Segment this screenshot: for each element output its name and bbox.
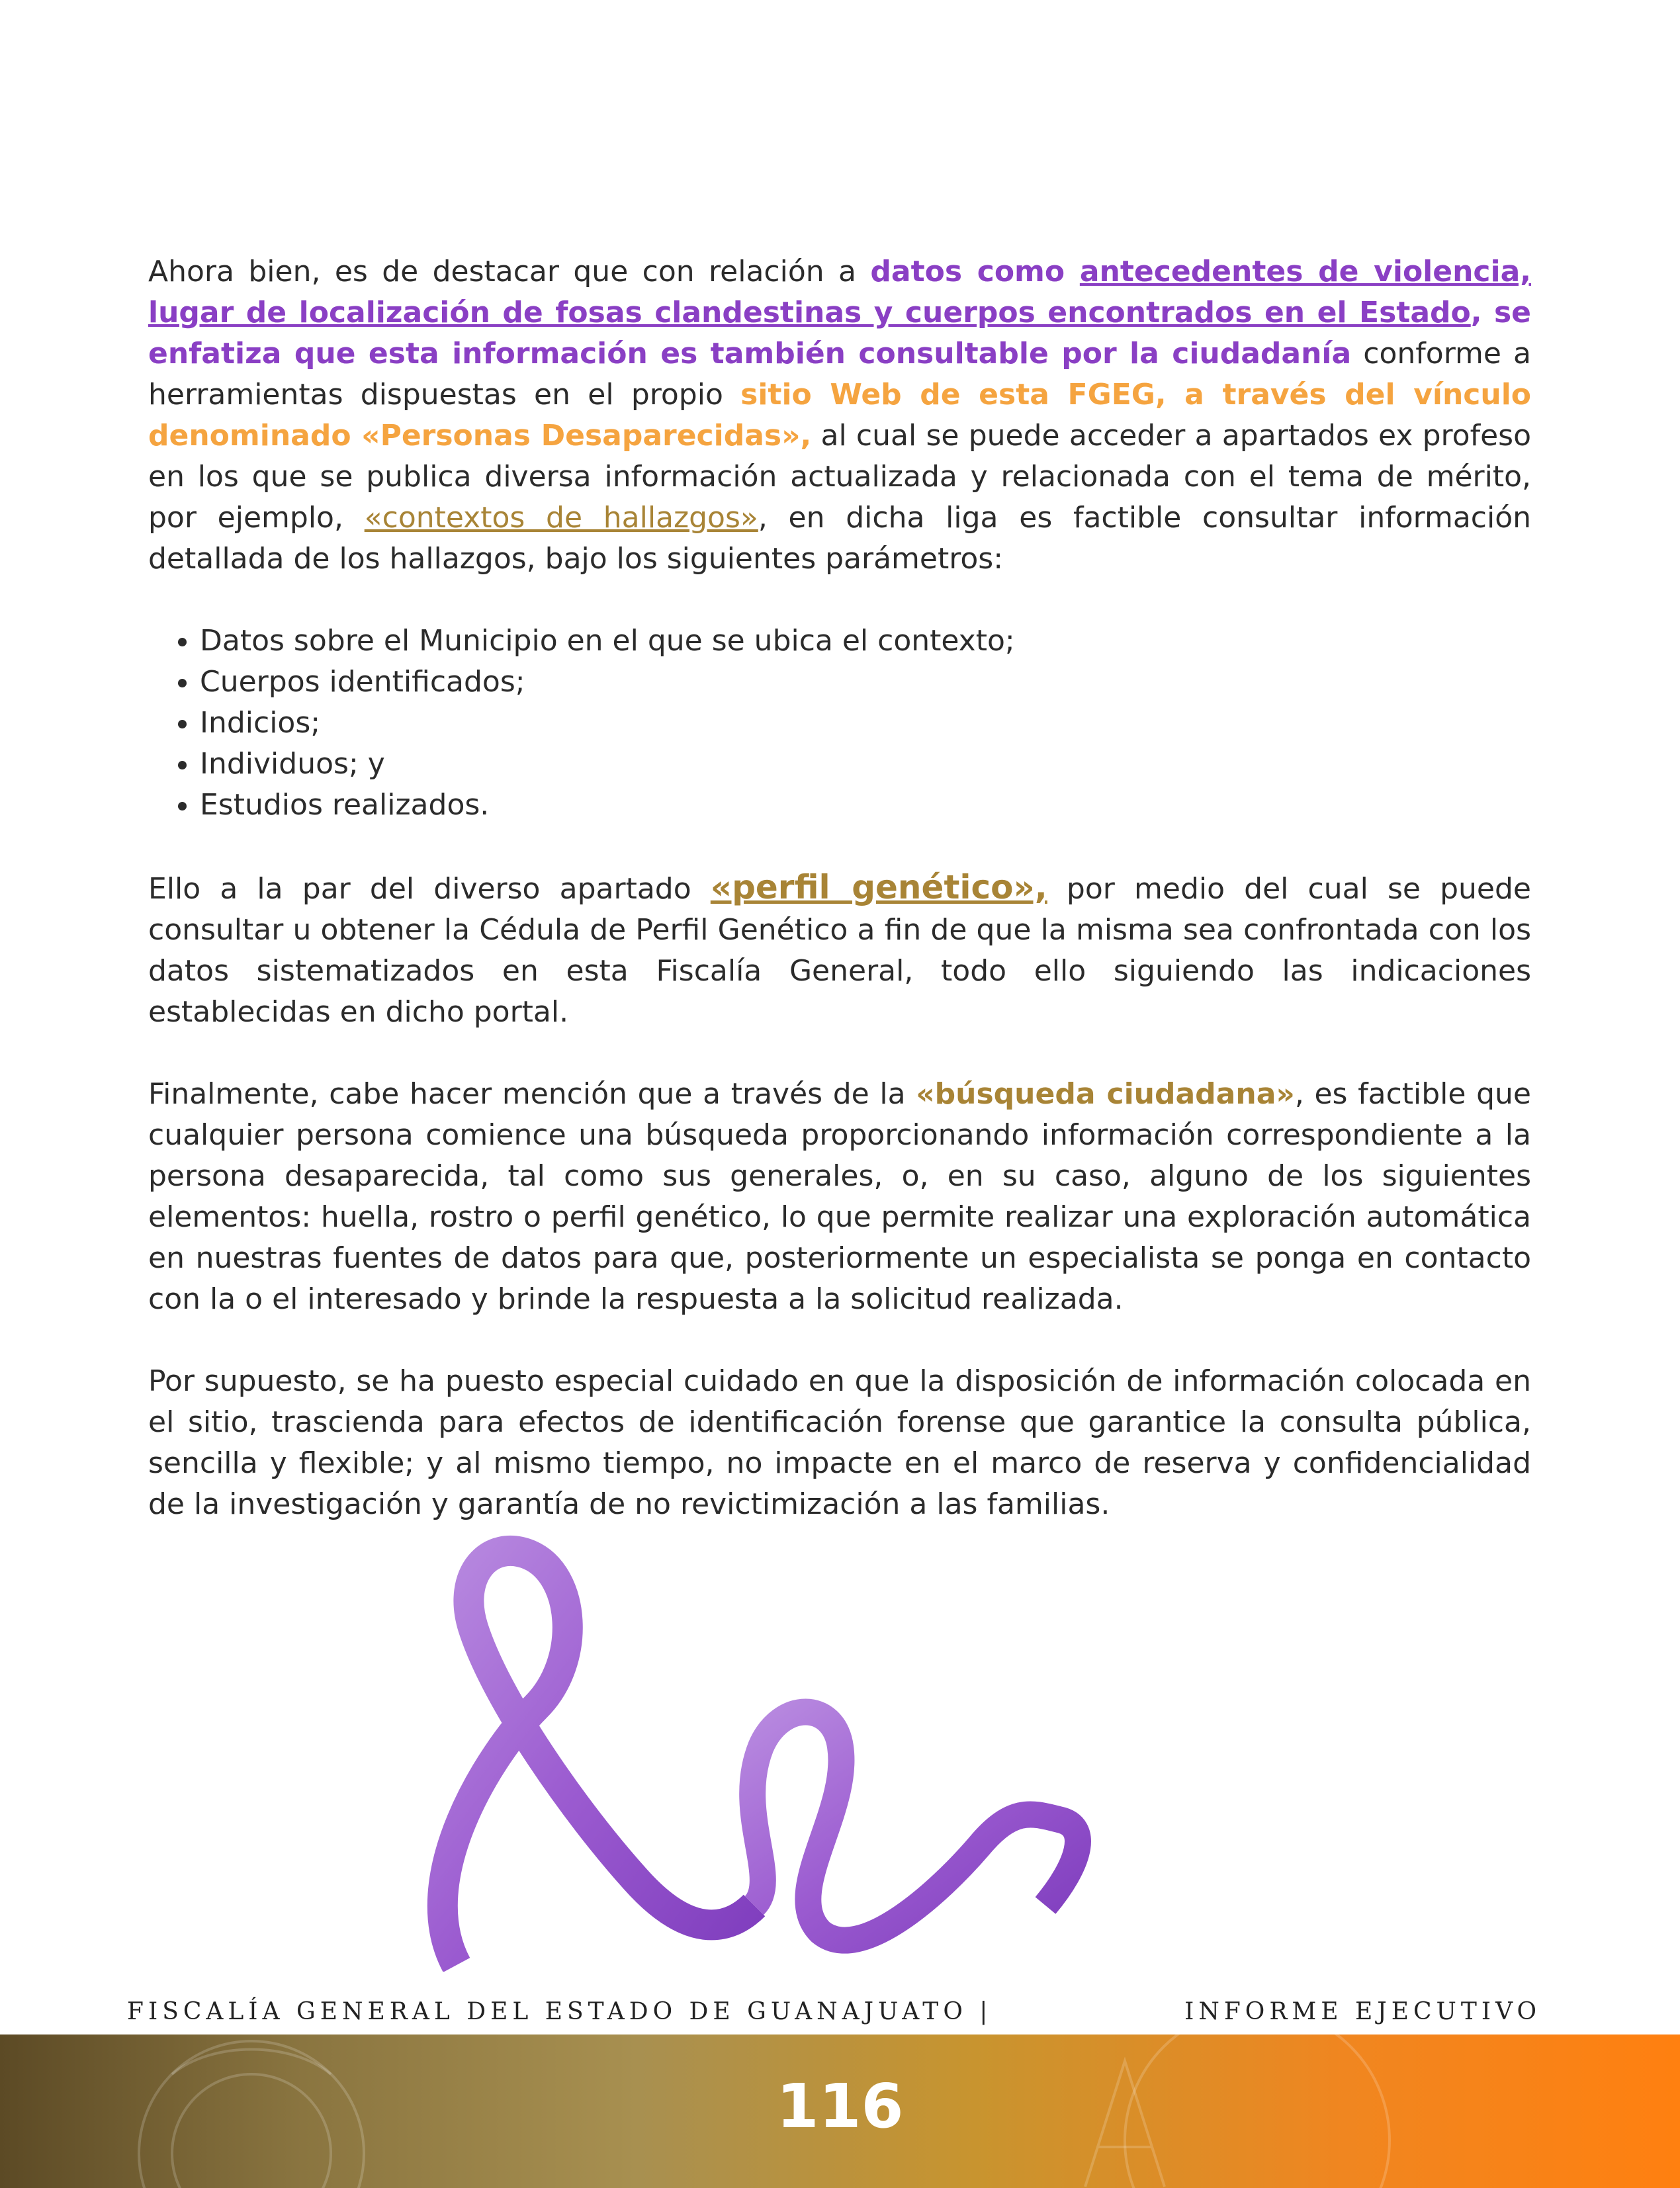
- list-item: • Cuerpos identificados;: [200, 662, 1531, 703]
- contextos-hallazgos-link[interactable]: «contextos de hallazgos»: [364, 501, 758, 535]
- perfil-genetico-link[interactable]: «perfil genético»,: [710, 868, 1047, 906]
- footer-institution: FISCALÍA GENERAL DEL ESTADO DE GUANAJUATO |: [127, 1998, 993, 2025]
- body-text: [148, 251, 1531, 1566]
- list-item: • Indicios;: [200, 703, 1531, 744]
- paragraph-2: [148, 867, 1531, 1033]
- purple-ribbon-icon: [357, 1535, 1204, 1972]
- text: conforme a herramientas dispuestas en el propio: [148, 337, 1532, 412]
- list-item: • Datos sobre el Municipio en el que se ubica el contexto;: [200, 621, 1531, 662]
- highlight-text: datos como: [870, 255, 1080, 288]
- paragraph-3: [148, 1074, 1531, 1320]
- text: Ahora bien, es de destacar que con relación a: [148, 255, 871, 288]
- text: , en dicha liga es factible consultar información detallada de los hallazgos, bajo los siguientes parámetros:: [148, 501, 1532, 576]
- text: por medio del cual se puede consultar u obtener la Cédula de Perfil Genético a fin de que la misma sea confrontada con los datos sistematizados en esta Fiscalía General, todo ello siguiendo las indicaciones establecidas en dicho portal.: [148, 872, 1531, 1029]
- text: al cual se puede acceder a apartados ex profeso en los que se publica diversa información actualizada y relacionada con el tema de mérito, por ejemplo,: [148, 419, 1532, 535]
- page-number: 116: [776, 2071, 904, 2142]
- highlight-underlined-text: antecedentes de violencia, lugar de localización de fosas clandestinas y cuerpos encontrados en el Estado: [148, 255, 1531, 329]
- highlight-text: , se enfatiza que esta información es también consultable por la ciudadanía: [148, 296, 1531, 371]
- list-item: • Estudios realizados.: [200, 785, 1531, 826]
- text: , es factible que cualquier persona comience una búsqueda proporcionando información correspondiente a la persona desaparecida, tal como sus generales, o, en su caso, alguno de los siguientes elementos: huella, rostro o perfil genético, lo que permite realizar una exploración automática en nuestras fuentes de datos para que, posteriormente un especialista se ponga en contacto con la o el interesado y brinde la respuesta a la solicitud realizada.: [148, 1077, 1531, 1316]
- paragraph-1: [148, 251, 1531, 580]
- paragraph-4: Por supuesto, se ha puesto especial cuidado en que la disposición de información colocada en el sitio, trascienda para efectos de identificación forense que garantice la consulta pública, sencilla y flexible; y al mismo tiempo, no impacte en el marco de reserva y confidencialidad de la investigación y garantía de no revictimización a las familias.: [148, 1364, 1531, 1521]
- orange-highlight-text: sitio Web de esta FGEG, a través del vínculo denominado «Personas Desaparecidas»,: [148, 378, 1532, 453]
- list-item: • Individuos; y: [200, 744, 1531, 785]
- text: Finalmente, cabe hacer mención que a través de la: [148, 1077, 916, 1111]
- parameters-list: [148, 621, 1531, 826]
- busqueda-ciudadana-text: «búsqueda ciudadana»: [916, 1077, 1295, 1111]
- footer-report-title: INFORME EJECUTIVO: [1184, 1998, 1541, 2025]
- text: Ello a la par del diverso apartado: [148, 872, 711, 906]
